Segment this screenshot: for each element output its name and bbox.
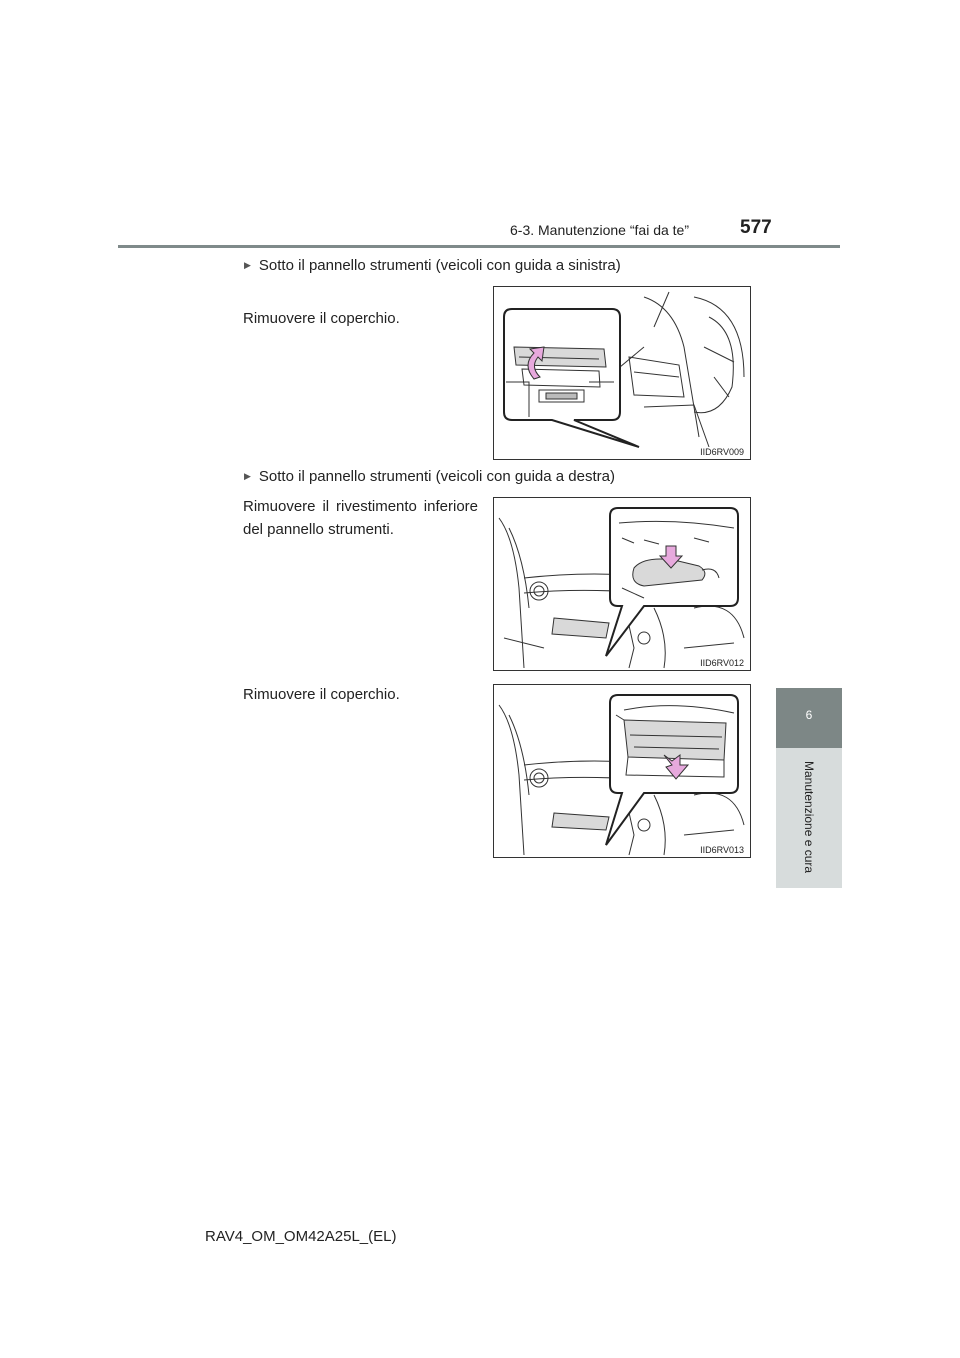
instruction-1: Rimuovere il coperchio. (243, 310, 400, 327)
header-divider (118, 245, 840, 248)
chapter-label: Manutenzione e cura (802, 760, 816, 874)
triangle-bullet-icon: ▶ (244, 260, 251, 270)
footer-document-id: RAV4_OM_OM42A25L_(EL) (205, 1228, 397, 1245)
page-number: 577 (740, 217, 772, 238)
figure-lhd-cover (493, 286, 751, 460)
illustration-rhd-panel (494, 498, 750, 670)
figure-code: IID6RV013 (700, 845, 744, 855)
bullet-text: Sotto il pannello strumenti (veicoli con guida a destra) (258, 468, 615, 485)
illustration-lhd-cover (494, 287, 750, 459)
bullet-rhd (244, 468, 615, 485)
section-title: 6-3. Manutenzione “fai da te” (510, 222, 689, 238)
figure-code: IID6RV009 (700, 447, 744, 457)
illustration-rhd-cover (494, 685, 750, 857)
bullet-text: Sotto il pannello strumenti (veicoli con guida a sinistra) (258, 257, 621, 274)
figure-rhd-panel (493, 497, 751, 671)
triangle-bullet-icon: ▶ (244, 471, 251, 481)
instruction-2: Rimuovere il rivestimento inferiore del pannello strumenti. (243, 498, 478, 538)
instruction-3: Rimuovere il coperchio. (243, 686, 400, 703)
figure-rhd-cover (493, 684, 751, 858)
figure-code: IID6RV012 (700, 658, 744, 668)
chapter-number: 6 (805, 708, 813, 722)
bullet-lhd (244, 257, 621, 274)
